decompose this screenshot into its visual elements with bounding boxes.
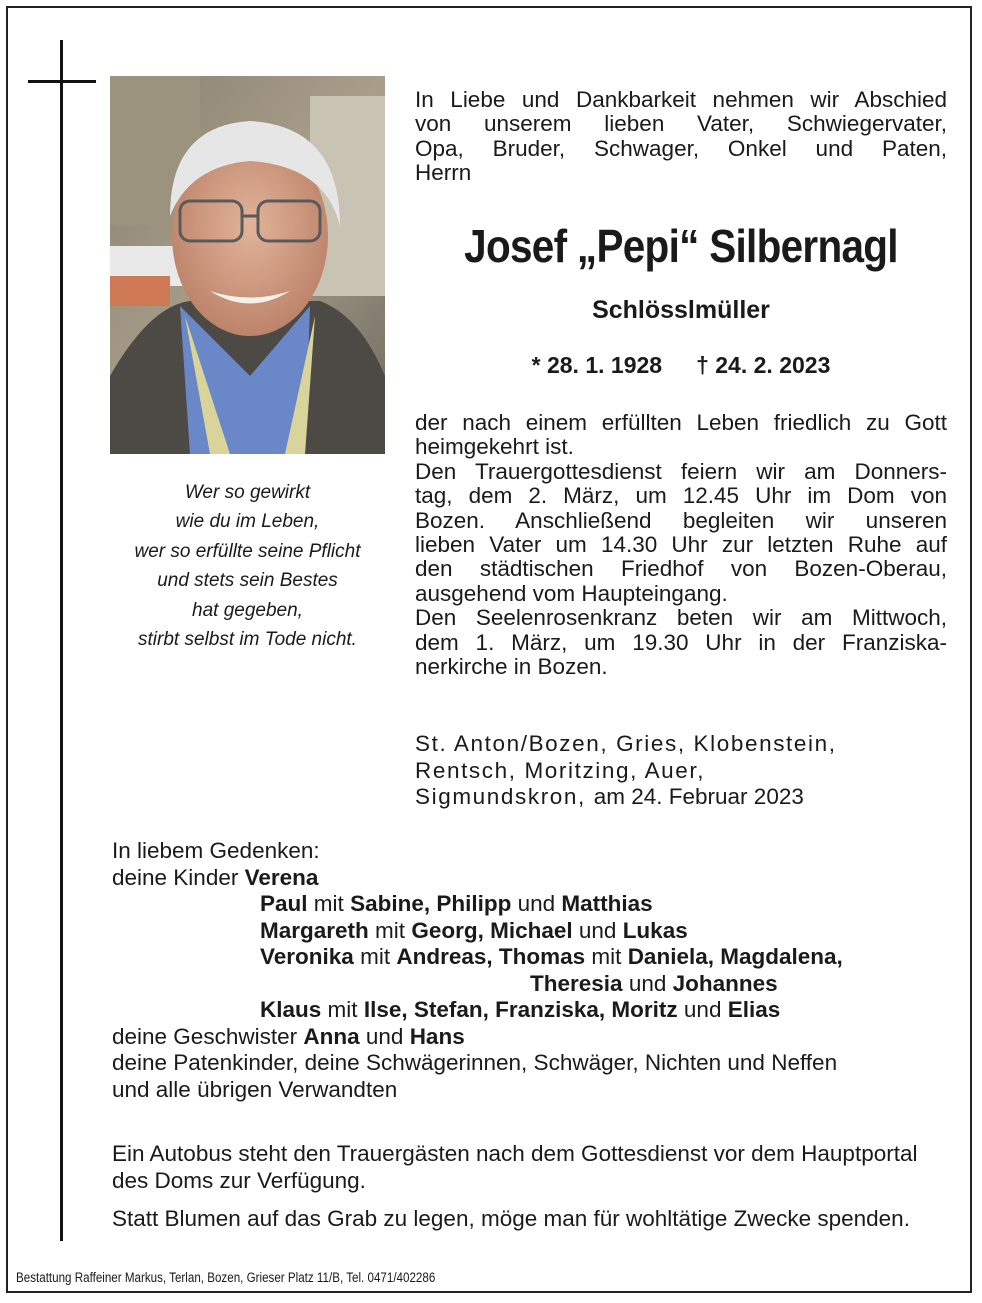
body-line: dem 1. März, um 19.30 Uhr in der Franziska- <box>415 629 947 655</box>
family-heading: In liebem Gedenken: <box>112 838 320 863</box>
place-line: Sigmundskron, <box>415 784 586 810</box>
body-line: tag, dem 2. März, um 12.45 Uhr im Dom von <box>415 483 947 509</box>
memorial-verse <box>110 478 385 654</box>
flowers-notice: Statt Blumen auf das Grab zu legen, möge man für wohltätige Zwecke spenden. <box>112 1206 910 1231</box>
body-line: lieben Vater um 14.30 Uhr zur letzten Ruhe auf <box>415 532 947 558</box>
family-row: Veronika mit Andreas, Thomas mit Daniela, Magdalena, <box>260 944 843 969</box>
intro-line: In Liebe und Dankbarkeit nehmen wir Abschied <box>415 87 947 112</box>
life-dates <box>415 352 947 379</box>
family-row: deine Patenkinder, deine Schwägerinnen, Schwäger, Nichten und Neffen <box>112 1050 838 1075</box>
family-row: deine Geschwister Anna und Hans <box>112 1023 465 1049</box>
body-line: Den Trauergottesdienst feiern wir am Donners- <box>415 458 947 484</box>
deceased-name: Josef „Pepi“ Silbernagl <box>464 220 898 272</box>
family-row: Margareth mit Georg, Michael und Lukas <box>260 917 688 943</box>
birth-date: * 28. 1. 1928 <box>531 352 663 378</box>
family-row: Paul mit Sabine, Philipp und Matthias <box>260 891 653 916</box>
place-line: St. Anton/Bozen, Gries, Klobenstein, <box>415 731 837 756</box>
place-and-date <box>415 731 947 811</box>
verse-line: stirbt selbst im Tode nicht. <box>138 629 357 651</box>
intro-line: Opa, Bruder, Schwager, Onkel und Paten, <box>415 135 947 161</box>
family-row: deine Kinder Verena <box>112 864 319 890</box>
death-date: † 24. 2. 2023 <box>696 352 831 378</box>
family-list <box>112 838 952 1103</box>
portrait-photo <box>110 76 385 454</box>
funeral-details <box>415 411 947 679</box>
intro-line: Herrn <box>415 160 472 186</box>
body-line: nerkirche in Bozen. <box>415 654 608 680</box>
body-line: Den Seelenrosenkranz beten wir am Mittwoch, <box>415 605 947 631</box>
deceased-nickname: Schlösslmüller <box>592 296 770 324</box>
body-line: den städtischen Friedhof von Bozen-Oberau, <box>415 556 947 582</box>
body-line: ausgehend vom Haupteingang. <box>415 580 728 606</box>
place-line: Rentsch, Moritzing, Auer, <box>415 757 706 783</box>
body-line: Bozen. Anschließend begleiten wir unseren <box>415 507 947 533</box>
verse-line: wer so erfüllte seine Pflicht <box>134 540 361 562</box>
body-line: der nach einem erfüllten Leben friedlich zu Gott <box>415 410 947 435</box>
body-line: heimgekehrt ist. <box>415 434 574 460</box>
family-row: Theresia und Johannes <box>530 970 778 996</box>
announcement-date: am 24. Februar 2023 <box>593 784 804 810</box>
verse-line: Wer so gewirkt <box>184 482 311 503</box>
cross-horizontal-bar <box>28 80 96 83</box>
funeral-home-footer: Bestattung Raffeiner Markus, Terlan, Bozen, Grieser Platz 11/B, Tel. 0471/402286 <box>16 1270 436 1285</box>
verse-line: und stets sein Bestes <box>157 570 338 592</box>
family-row: Klaus mit Ilse, Stefan, Franziska, Moritz und Elias <box>260 997 781 1022</box>
intro-text <box>415 88 947 186</box>
verse-line: wie du im Leben, <box>175 511 320 533</box>
intro-line: von unserem lieben Vater, Schwiegervater, <box>415 111 947 137</box>
cross-vertical-bar <box>60 40 63 1241</box>
family-row: und alle übrigen Verwandten <box>112 1076 398 1102</box>
verse-line: hat gegeben, <box>192 599 303 621</box>
bus-notice: Ein Autobus steht den Trauergästen nach dem Gottesdienst vor dem Hauptportal des Doms zur Verfügung. <box>112 1141 918 1193</box>
